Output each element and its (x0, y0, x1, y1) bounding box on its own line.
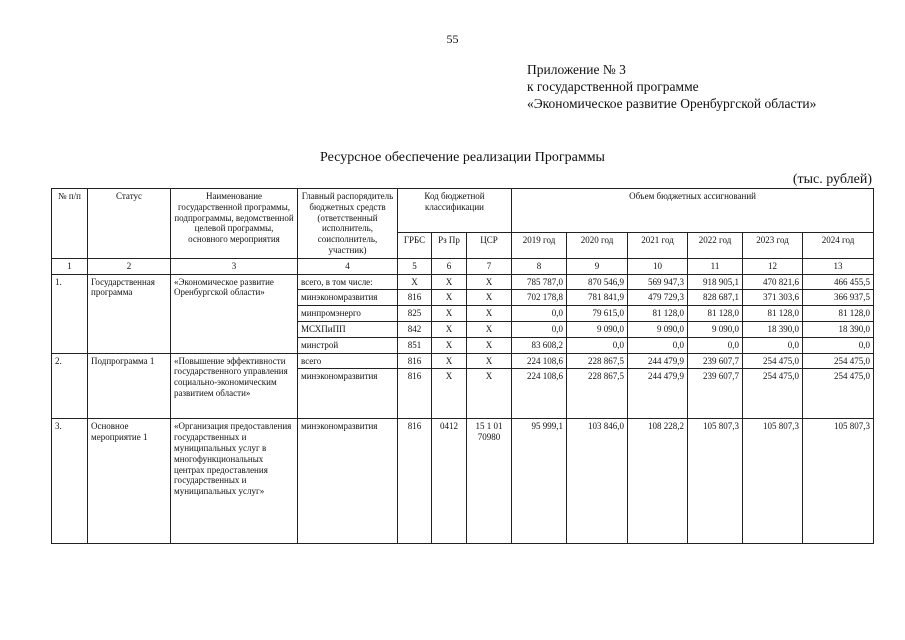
cell-value: 479 729,3 (628, 290, 688, 306)
row-num: 3. (52, 419, 88, 544)
row-admin: минэкономразвития (298, 369, 398, 419)
cell-grbs: 816 (398, 353, 432, 369)
column-numbers-row (52, 258, 874, 274)
appendix-line-2: к государственной программе (527, 79, 699, 94)
cell-value: 9 090,0 (567, 321, 628, 337)
cell-rzpr: X (432, 337, 467, 353)
cell-value: 781 841,9 (567, 290, 628, 306)
cell-value: 228 867,5 (567, 369, 628, 419)
row-admin: минпромэнерго (298, 306, 398, 322)
cell-value: 466 455,5 (803, 274, 874, 290)
header-year: 2021 год (628, 232, 688, 258)
cell-value: 785 787,0 (512, 274, 567, 290)
col-number: 5 (398, 258, 432, 274)
page-number: 55 (446, 32, 459, 46)
cell-csr: X (467, 321, 512, 337)
resource-table (51, 188, 874, 544)
cell-csr: X (467, 306, 512, 322)
col-number: 2 (88, 258, 171, 274)
header-grbs: ГРБС (398, 232, 432, 258)
cell-rzpr: X (432, 306, 467, 322)
cell-grbs: X (398, 274, 432, 290)
header-year: 2020 год (567, 232, 628, 258)
cell-csr: 15 1 01 70980 (467, 419, 512, 544)
header-csr: ЦСР (467, 232, 512, 258)
cell-value: 918 905,1 (688, 274, 743, 290)
cell-value: 105 807,3 (803, 419, 874, 544)
cell-value: 224 108,6 (512, 369, 567, 419)
units-label: (тыс. рублей) (792, 172, 872, 187)
cell-grbs: 816 (398, 369, 432, 419)
cell-value: 18 390,0 (743, 321, 803, 337)
cell-value: 0,0 (743, 337, 803, 353)
col-number: 6 (432, 258, 467, 274)
cell-value: 95 999,1 (512, 419, 567, 544)
col-number: 1 (52, 258, 88, 274)
table-row (52, 353, 874, 369)
cell-value: 470 821,6 (743, 274, 803, 290)
cell-value: 228 867,5 (567, 353, 628, 369)
row-name: «Организация предоставления государственных и муниципальных услуг в многофункциональных центрах предоставления государственных и муниципальных услуг» (171, 419, 298, 544)
header-year: 2023 год (743, 232, 803, 258)
header-admin: Главный распорядитель бюджетных средств (ответственный исполнитель, соисполнитель, участник) (298, 189, 398, 259)
cell-value: 569 947,3 (628, 274, 688, 290)
cell-value: 244 479,9 (628, 353, 688, 369)
cell-value: 0,0 (628, 337, 688, 353)
cell-value: 254 475,0 (743, 353, 803, 369)
cell-rzpr: X (432, 274, 467, 290)
cell-value: 105 807,3 (743, 419, 803, 544)
header-num: № п/п (52, 189, 88, 259)
cell-grbs: 851 (398, 337, 432, 353)
cell-rzpr: X (432, 353, 467, 369)
row-status: Государственная программа (88, 274, 171, 353)
appendix-note (527, 61, 816, 112)
cell-rzpr: X (432, 321, 467, 337)
cell-value: 224 108,6 (512, 353, 567, 369)
row-admin: минстрой (298, 337, 398, 353)
cell-value: 371 303,6 (743, 290, 803, 306)
col-number: 12 (743, 258, 803, 274)
row-name: «Экономическое развитие Оренбургской области» (171, 274, 298, 353)
header-status: Статус (88, 189, 171, 259)
appendix-line-1: Приложение № 3 (527, 62, 626, 77)
cell-value: 105 807,3 (688, 419, 743, 544)
row-status: Подпрограмма 1 (88, 353, 171, 419)
row-status: Основное мероприятие 1 (88, 419, 171, 544)
row-admin: минэкономразвития (298, 419, 398, 544)
document-title: Ресурсное обеспечение реализации Программы (320, 150, 605, 165)
cell-value: 0,0 (512, 306, 567, 322)
row-admin: МСХПиПП (298, 321, 398, 337)
cell-value: 254 475,0 (743, 369, 803, 419)
col-number: 4 (298, 258, 398, 274)
cell-rzpr: 0412 (432, 419, 467, 544)
cell-value: 254 475,0 (803, 369, 874, 419)
cell-value: 239 607,7 (688, 369, 743, 419)
row-admin: минэкономразвития (298, 290, 398, 306)
row-admin: всего (298, 353, 398, 369)
col-number: 11 (688, 258, 743, 274)
cell-value: 0,0 (688, 337, 743, 353)
table-row (52, 274, 874, 290)
cell-value: 0,0 (803, 337, 874, 353)
col-number: 3 (171, 258, 298, 274)
cell-value: 79 615,0 (567, 306, 628, 322)
cell-value: 9 090,0 (628, 321, 688, 337)
header-volume-group: Объем бюджетных ассигнований (512, 189, 874, 233)
cell-value: 81 128,0 (628, 306, 688, 322)
cell-grbs: 816 (398, 290, 432, 306)
cell-value: 103 846,0 (567, 419, 628, 544)
col-number: 10 (628, 258, 688, 274)
cell-csr: X (467, 290, 512, 306)
cell-csr: X (467, 353, 512, 369)
cell-csr: X (467, 369, 512, 419)
row-name: «Повышение эффективности государственного управления социально-экономическим развитием области» (171, 353, 298, 419)
col-number: 7 (467, 258, 512, 274)
header-name: Наименование государственной программы, подпрограммы, ведомственной целевой программы, основного мероприятия (171, 189, 298, 259)
cell-value: 254 475,0 (803, 353, 874, 369)
cell-csr: X (467, 274, 512, 290)
cell-value: 0,0 (567, 337, 628, 353)
cell-value: 366 937,5 (803, 290, 874, 306)
cell-value: 244 479,9 (628, 369, 688, 419)
cell-value: 870 546,9 (567, 274, 628, 290)
cell-rzpr: X (432, 369, 467, 419)
cell-grbs: 842 (398, 321, 432, 337)
cell-value: 702 178,8 (512, 290, 567, 306)
cell-value: 83 608,2 (512, 337, 567, 353)
row-num: 1. (52, 274, 88, 353)
cell-value: 0,0 (512, 321, 567, 337)
cell-value: 108 228,2 (628, 419, 688, 544)
cell-csr: X (467, 337, 512, 353)
col-number: 9 (567, 258, 628, 274)
header-year: 2022 год (688, 232, 743, 258)
appendix-line-3: «Экономическое развитие Оренбургской области» (527, 96, 817, 111)
cell-value: 81 128,0 (803, 306, 874, 322)
row-admin: всего, в том числе: (298, 274, 398, 290)
cell-value: 81 128,0 (688, 306, 743, 322)
header-year: 2024 год (803, 232, 874, 258)
table-row (52, 419, 874, 544)
cell-value: 239 607,7 (688, 353, 743, 369)
cell-value: 828 687,1 (688, 290, 743, 306)
col-number: 13 (803, 258, 874, 274)
col-number: 8 (512, 258, 567, 274)
cell-rzpr: X (432, 290, 467, 306)
header-rzpr: Рз Пр (432, 232, 467, 258)
cell-value: 18 390,0 (803, 321, 874, 337)
cell-value: 81 128,0 (743, 306, 803, 322)
header-year: 2019 год (512, 232, 567, 258)
header-code-group: Код бюджетной классификации (398, 189, 512, 233)
cell-value: 9 090,0 (688, 321, 743, 337)
cell-grbs: 825 (398, 306, 432, 322)
cell-grbs: 816 (398, 419, 432, 544)
row-num: 2. (52, 353, 88, 419)
